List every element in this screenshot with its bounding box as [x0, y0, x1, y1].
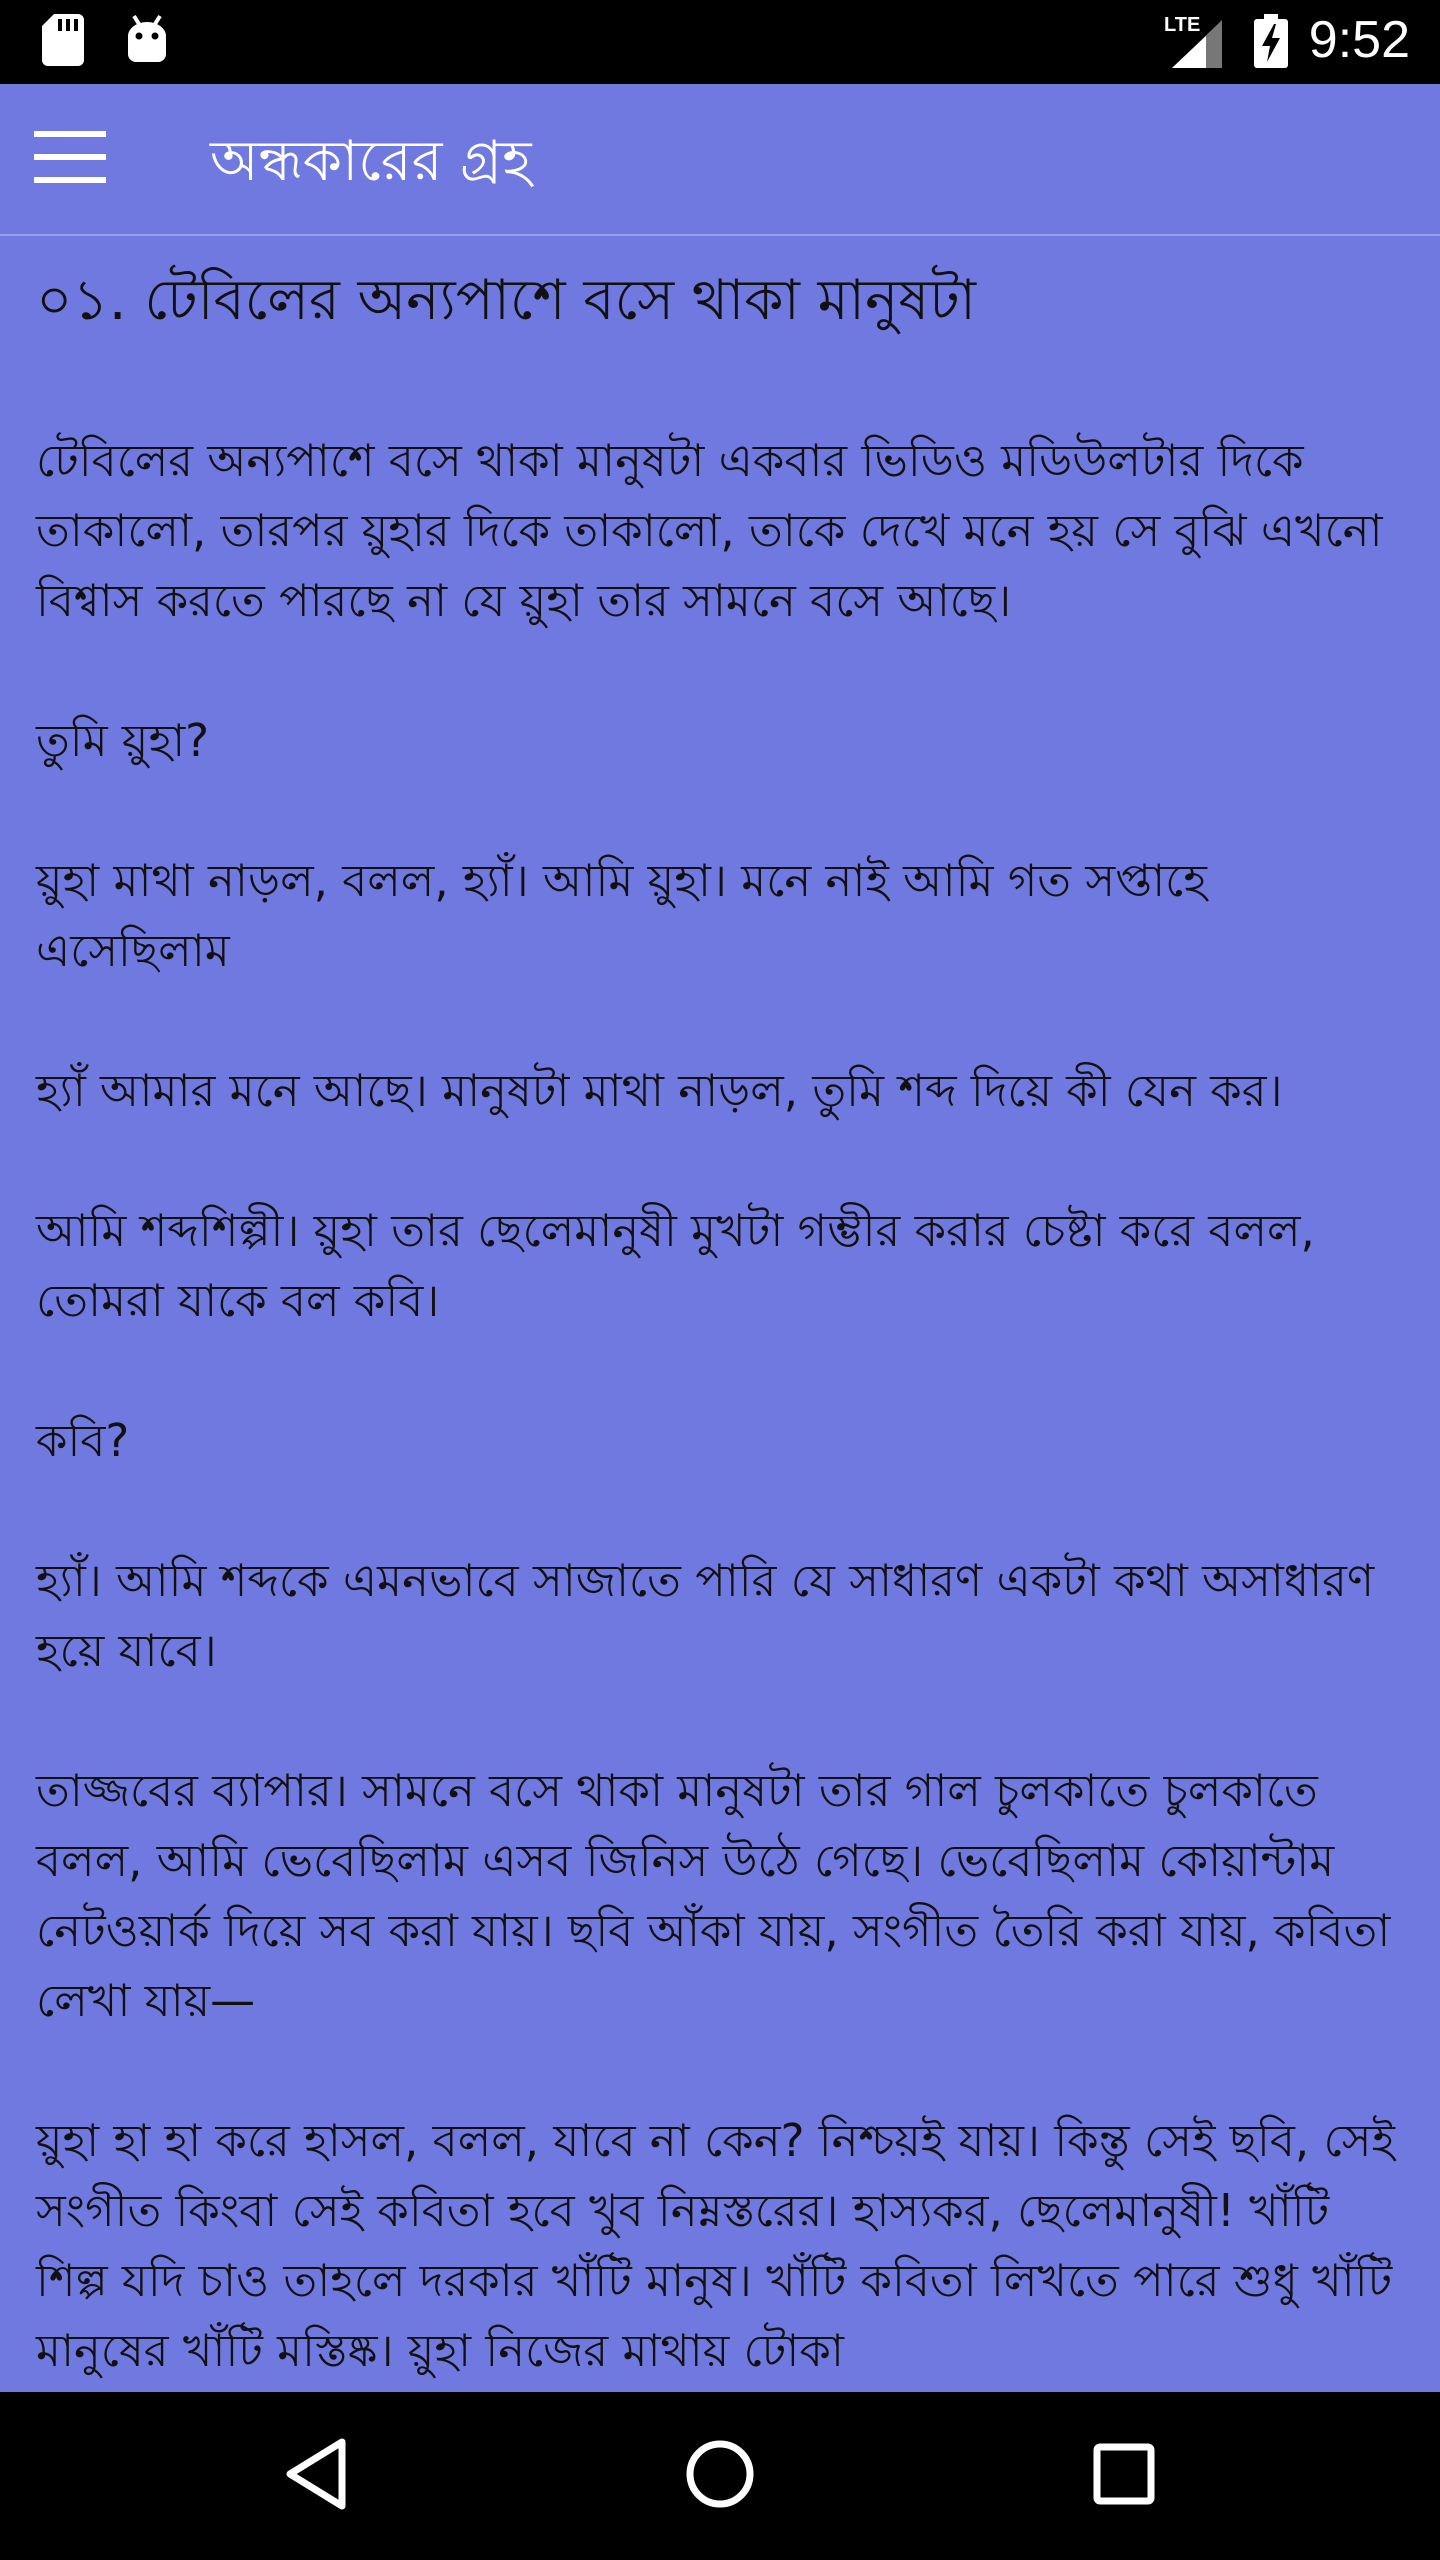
- chapter-content[interactable]: [0, 236, 1440, 2392]
- paragraph: কবি?: [36, 1414, 130, 1467]
- hamburger-menu-icon: [34, 131, 106, 187]
- status-clock: 9:52: [1308, 11, 1410, 69]
- paragraph: আমি শব্দশিল্পী। য়ুহা তার ছেলেমানুষী মুখটা গম্ভীর করার চেষ্টা করে বলল, তোমরা যাকে বল কবি।: [36, 1204, 1315, 1327]
- android-debug-icon: [124, 14, 170, 64]
- network-type-label: LTE: [1164, 14, 1201, 36]
- battery-charging-icon: [1254, 14, 1288, 68]
- app-bar: [0, 84, 1440, 236]
- paragraph: হ্যাঁ আমার মনে আছে। মানুষটা মাথা নাড়ল, তুমি শব্দ দিয়ে কী যেন কর।: [36, 1064, 1283, 1117]
- home-button[interactable]: [670, 2426, 770, 2526]
- app-title: অন্ধকারের গ্রহ: [210, 129, 532, 194]
- signal-icon: [1172, 20, 1222, 68]
- paragraph: য়ুহা মাথা নাড়ল, বলল, হ্যাঁ। আমি য়ুহা। মনে নাই আমি গত সপ্তাহে এসেছিলাম: [36, 854, 1207, 977]
- sd-card-icon: [42, 14, 84, 66]
- recents-button[interactable]: [1074, 2426, 1174, 2526]
- navigation-bar: [0, 2392, 1440, 2560]
- paragraph: টেবিলের অন্যপাশে বসে থাকা মানুষটা একবার ভিডিও মডিউলটার দিকে তাকালো, তারপর য়ুহার দিকে তাকালো, তাকে দেখে মনে হয় সে বুঝি এখনো বিশ্বাস করতে পারছে না যে য়ুহা তার সামনে বসে আছে।: [36, 434, 1383, 627]
- paragraph: তাজ্জবের ব্যাপার। সামনে বসে থাকা মানুষটা তার গাল চুলকাতে চুলকাতে বলল, আমি ভেবেছিলাম এসব জিনিস উঠে গেছে। ভেবেছিলাম কোয়ান্টাম নেটওয়ার্ক দিয়ে সব করা যায়। ছবি আঁকা যায়, সংগীত তৈরি করা যায়, কবিতা লেখা যায়—: [36, 1764, 1391, 2027]
- back-triangle-icon: [284, 2438, 348, 2514]
- status-bar: [0, 0, 1440, 84]
- menu-button[interactable]: [18, 114, 122, 204]
- paragraph: তুমি য়ুহা?: [36, 714, 210, 767]
- back-button[interactable]: [266, 2426, 366, 2526]
- paragraph: হ্যাঁ। আমি শব্দকে এমনভাবে সাজাতে পারি যে সাধারণ একটা কথা অসাধারণ হয়ে যাবে।: [36, 1554, 1375, 1677]
- paragraph: য়ুহা হা হা করে হাসল, বলল, যাবে না কেন? নিশ্চয়ই যায়। কিন্তু সেই ছবি, সেই সংগীত কিংবা সেই কবিতা হবে খুব নিম্নস্তরের। হাস্যকর, ছেলেমানুষী! খাঁটি শিল্প যদি চাও তাহলে দরকার খাঁটি মানুষ। খাঁটি কবিতা লিখতে পারে শুধু খাঁটি মানুষের খাঁটি মস্তিষ্ক। য়ুহা নিজের মাথায় টোকা: [36, 2114, 1395, 2377]
- chapter-title: ০১. টেবিলের অন্যপাশে বসে থাকা মানুষটা: [36, 268, 977, 333]
- home-circle-icon: [685, 2439, 755, 2513]
- recents-square-icon: [1093, 2443, 1155, 2509]
